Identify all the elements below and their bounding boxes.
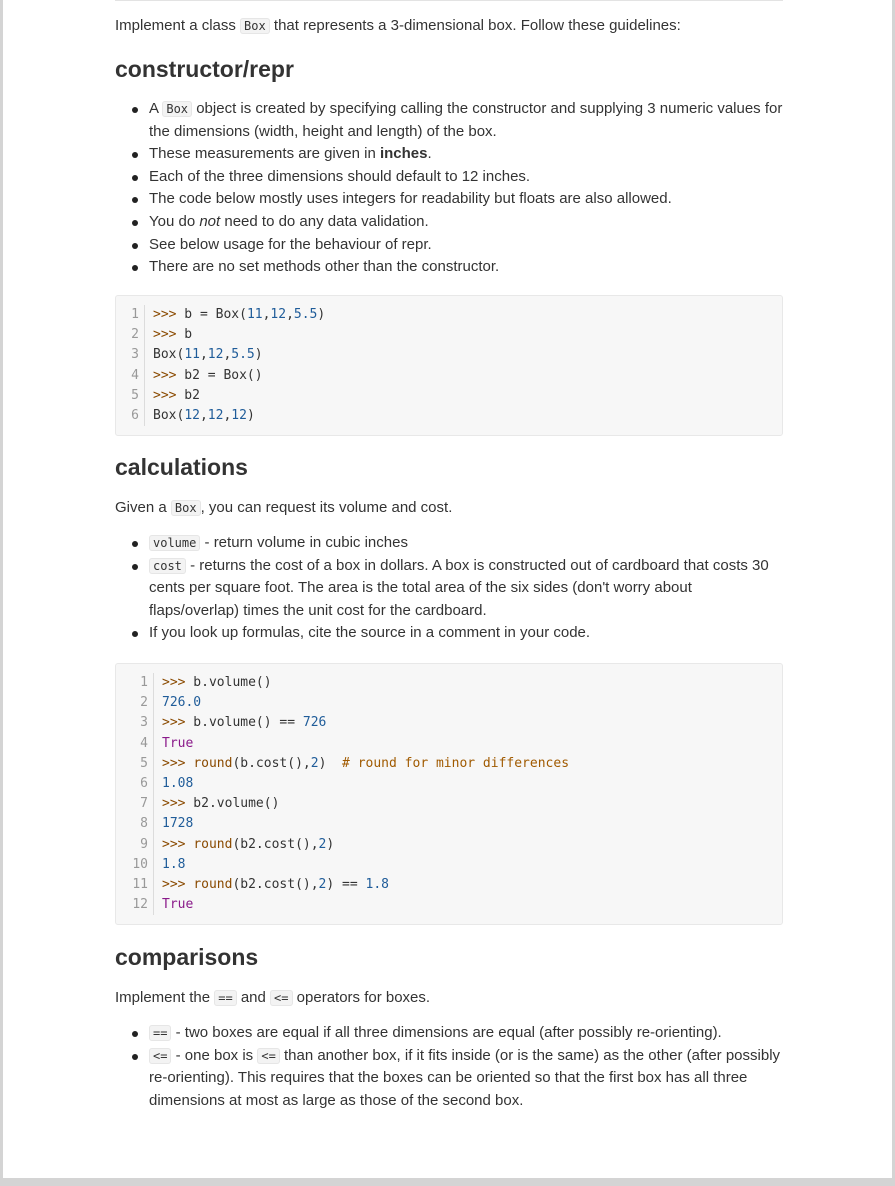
list-item: A Box object is created by specifying calling the constructor and supplying 3 numeric values for the dimensions (width, height and length) of the box. <box>115 98 783 143</box>
heading-constructor-repr: constructor/repr <box>115 56 294 82</box>
code-line: 3 >>> b.volume() == 726 <box>116 713 782 733</box>
heading-comparisons: comparisons <box>115 944 259 970</box>
comparisons-intro: Implement the == and <= operators for boxes. <box>115 989 431 1006</box>
intro-paragraph: Implement a class Box that represents a 3-dimensional box. Follow these guidelines: <box>115 17 681 34</box>
constructor-bullet-list <box>115 98 783 279</box>
calculations-bullet-list <box>115 532 783 645</box>
code-line: 12 True <box>116 895 782 915</box>
list-item: <= - one box is <= than another box, if it fits inside (or is the same) as the other (after possibly re-orienting). This requires that the boxes can be oriented so that the first box has all three dimensions at most as large as those of the second box. <box>115 1045 783 1113</box>
code-line: 10 1.8 <box>116 855 782 875</box>
code-block-constructor <box>115 295 783 436</box>
page-frame-bottom <box>0 1178 895 1186</box>
heading-calculations: calculations <box>115 454 248 480</box>
code-line: 1 >>> b.volume() <box>116 673 782 693</box>
inline-code: Box <box>240 18 270 34</box>
code-line: 1 >>> b = Box(11,12,5.5) <box>116 305 782 325</box>
code-line: 11 >>> round(b2.cost(),2) == 1.8 <box>116 875 782 895</box>
code-line: 6 Box(12,12,12) <box>116 406 782 426</box>
code-line: 2 726.0 <box>116 693 782 713</box>
code-line: 7 >>> b2.volume() <box>116 794 782 814</box>
list-item: cost - returns the cost of a box in dollars. A box is constructed out of cardboard that costs 30 cents per square foot. The area is the total area of the six sides (don't worry about flaps/overlap) times the unit cost for the cardboard. <box>115 555 783 623</box>
list-item: volume - return volume in cubic inches <box>115 532 783 555</box>
code-line: 2 >>> b <box>116 325 782 345</box>
comparisons-bullet-list <box>115 1022 783 1112</box>
code-line: 5 >>> round(b.cost(),2) # round for minor differences <box>116 754 782 774</box>
code-block-calculations <box>115 663 783 925</box>
top-divider <box>115 0 783 1</box>
code-line: 9 >>> round(b2.cost(),2) <box>116 835 782 855</box>
list-item: These measurements are given in inches. <box>115 143 783 166</box>
list-item: There are no set methods other than the constructor. <box>115 256 783 279</box>
list-item: You do not need to do any data validation. <box>115 211 783 234</box>
calculations-intro: Given a Box , you can request its volume and cost. <box>115 499 453 516</box>
code-line: 4 >>> b2 = Box() <box>116 366 782 386</box>
page-frame-left <box>0 0 3 1186</box>
list-item: If you look up formulas, cite the source in a comment in your code. <box>115 622 783 645</box>
list-item: Each of the three dimensions should default to 12 inches. <box>115 166 783 189</box>
list-item: == - two boxes are equal if all three dimensions are equal (after possibly re-orienting). <box>115 1022 783 1045</box>
list-item: The code below mostly uses integers for readability but floats are also allowed. <box>115 188 783 211</box>
code-line: 8 1728 <box>116 814 782 834</box>
code-line: 3 Box(11,12,5.5) <box>116 345 782 365</box>
code-line: 4 True <box>116 734 782 754</box>
code-line: 5 >>> b2 <box>116 386 782 406</box>
code-line: 6 1.08 <box>116 774 782 794</box>
list-item: See below usage for the behaviour of repr. <box>115 234 783 257</box>
